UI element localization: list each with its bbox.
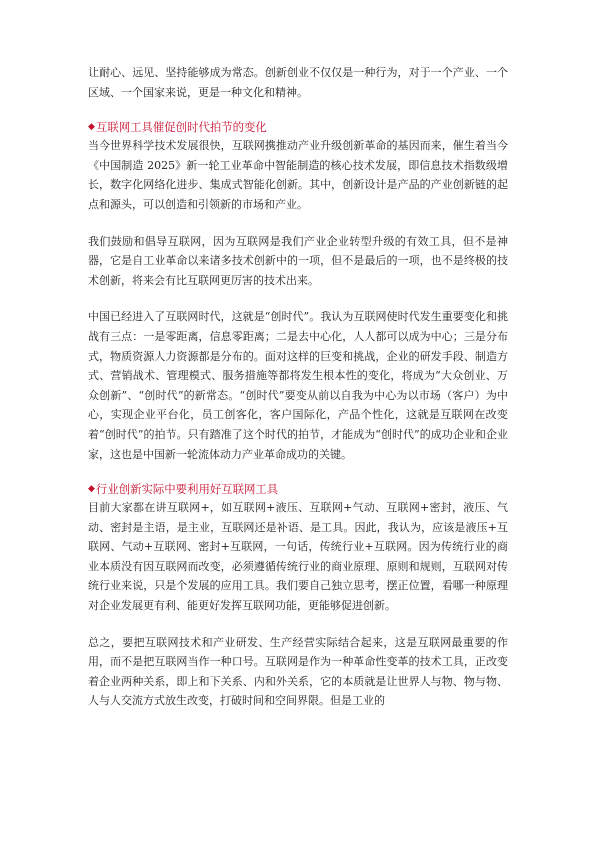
diamond-bullet-icon: ◆ <box>88 484 95 495</box>
diamond-bullet-icon: ◆ <box>88 122 95 133</box>
article-body <box>88 63 508 711</box>
paragraph-2: 我们鼓励和倡导互联网，因为互联网是我们产业企业转型升级的有效工具，但不是神器，它是自工业革命以来诸多技术创新中的一项，但不是最后的一项，也不是终极的技术创新，将来会有比互联网更厉害的技术出来。 <box>88 234 508 287</box>
paragraph-1: 当今世界科学技术发展很快，互联网携推动产业升级创新革命的基因而来，催生着当今《中国制造 2025》新一轮工业革命中智能制造的核心技术发展，即信息技术指数级增长，数字化网络化进步、集成式智能化创新。其中，创新设计是产品的产业创新链的起点和源头，可以创造和引领新的市场和产业。 <box>88 139 508 211</box>
section-heading-1-text: 互联网工具催促创时代拍节的变化 <box>95 120 267 135</box>
section-heading-2-text: 行业创新实际中要利用好互联网工具 <box>95 482 279 497</box>
paragraph-3: 中国已经进入了互联网时代，这就是“创时代”。我认为互联网使时代发生重要变化和挑战有三点：一是零距离，信息零距离；二是去中心化，人人都可以成为中心；三是分布式，物质资源人力资源都是分布的。面对这样的巨变和挑战，企业的研发手段、制造方式、营销战术、管理模式、服务措施等都将发生根本性的变化，将成为“大众创业、万众创新”、“创时代”的新常态。“创时代”要变从前以自我为中心为以市场（客户）为中心，实现企业平台化，员工创客化，客户国际化，产品个性化，这就是互联网在改变着“创时代”的拍节。只有踏准了这个时代的拍节，才能成为“创时代”的成功企业和企业家，这也是中国新一轮流体动力产业革命成功的关键。 <box>88 310 508 461</box>
section-heading-2 <box>88 481 508 498</box>
section-heading-1 <box>88 119 508 136</box>
paragraph-intro: 让耐心、远见、坚持能够成为常态。创新创业不仅仅是一种行为，对于一个产业、一个区域、一个国家来说，更是一种文化和精神。 <box>88 66 508 99</box>
paragraph-5: 总之，要把互联网技术和产业研发、生产经营实际结合起来，这是互联网最重要的作用，而不是把互联网当作一种口号。互联网是作为一种革命性变革的技术工具，正改变着企业两种关系，即上和下关系、内和外关系，它的本质就是让世界人与物、物与物、人与人交流方式放生改变，打破时间和空间界限。但是工业的 <box>88 635 508 708</box>
paragraph-4: 目前大家都在讲互联网+，如互联网+液压、互联网+气动、互联网+密封，液压、气动、密封是主语，是主业，互联网还是补语、是工具。因此，我认为，应该是液压+互联网、气动+互联网、密封+互联网，一句话，传统行业+互联网。因为传统行业的商业本质没有因互联网而改变，必须遵循传统行业的商业原理、原则和规则，互联网对传统行业来说，只是个发展的应用工具。我们要自己独立思考，摆正位置，看哪一种原理对企业发展更有利、能更好发挥互联网功能，更能够促进创新。 <box>88 501 508 613</box>
